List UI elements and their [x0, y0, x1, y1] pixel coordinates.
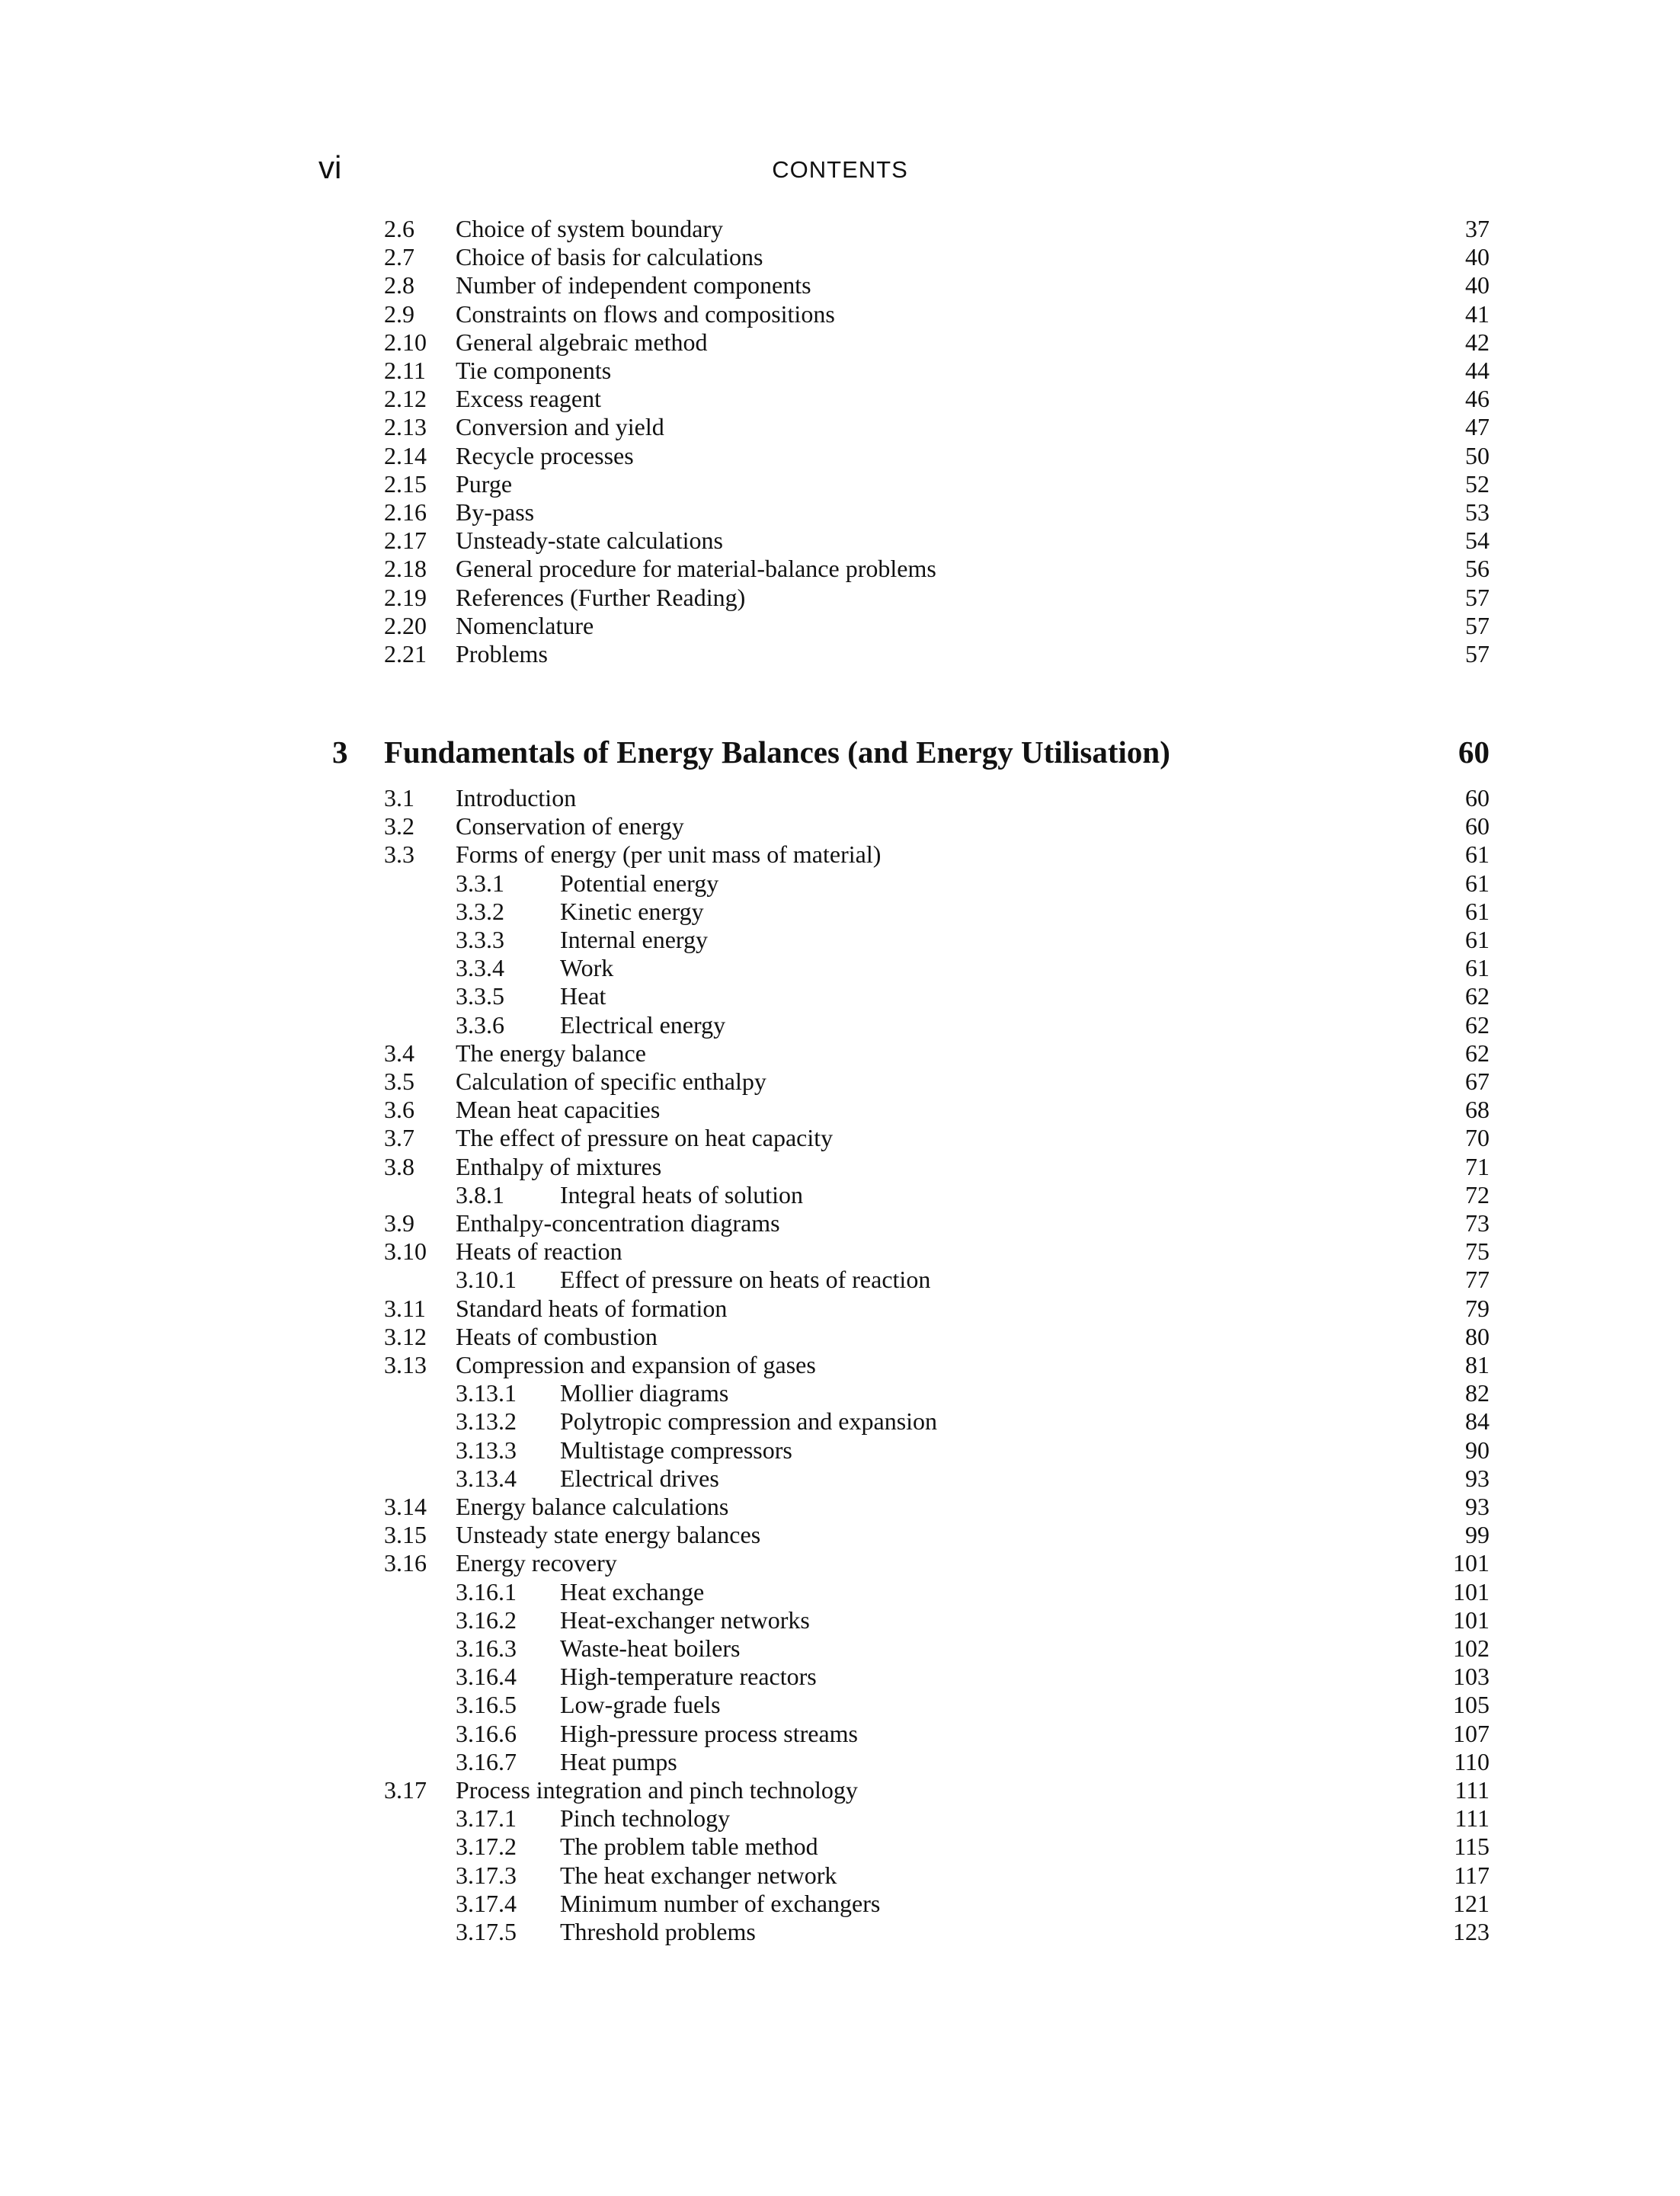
- toc-section-entry[interactable]: [0, 1039, 1680, 1068]
- toc-section-entry[interactable]: [0, 584, 1680, 612]
- toc-section-entry[interactable]: [0, 271, 1680, 299]
- toc-subsection-entry[interactable]: [0, 1663, 1680, 1691]
- section-page: 101: [1453, 1549, 1490, 1577]
- section-title: Mean heat capacities: [456, 1096, 661, 1124]
- toc-subsection-entry[interactable]: [0, 1720, 1680, 1748]
- toc-section-entry[interactable]: [0, 357, 1680, 385]
- section-page: 79: [1465, 1294, 1490, 1322]
- toc-section-entry[interactable]: [0, 840, 1680, 869]
- section-number: 3.16: [384, 1549, 427, 1577]
- section-number: 3.10.1: [456, 1266, 517, 1294]
- section-page: 57: [1465, 611, 1490, 639]
- section-number: 3.1: [384, 784, 414, 811]
- section-title: Kinetic energy: [560, 897, 704, 925]
- toc-section-entry[interactable]: [0, 470, 1680, 498]
- section-number: 3.3.1: [456, 869, 504, 897]
- toc-subsection-entry[interactable]: [0, 1379, 1680, 1407]
- section-title: Choice of system boundary: [456, 215, 724, 242]
- section-number: 3.17.2: [456, 1833, 517, 1861]
- toc-section-entry[interactable]: [0, 1323, 1680, 1351]
- section-page: 107: [1453, 1719, 1490, 1747]
- section-page: 47: [1465, 413, 1490, 441]
- section-page: 103: [1453, 1663, 1490, 1691]
- chapter-number: 3: [332, 735, 348, 770]
- section-number: 3.17.1: [456, 1804, 517, 1833]
- section-title: Internal energy: [560, 926, 708, 953]
- section-title: Energy balance calculations: [456, 1493, 729, 1520]
- section-title: Standard heats of formation: [456, 1294, 728, 1322]
- section-page: 111: [1454, 1804, 1490, 1833]
- toc-subsection-entry[interactable]: [0, 1833, 1680, 1861]
- section-page: 61: [1465, 869, 1490, 897]
- section-number: 2.15: [384, 469, 427, 498]
- section-number: 3.16.7: [456, 1747, 517, 1775]
- section-number: 3.3.2: [456, 897, 504, 925]
- toc-section-entry[interactable]: [0, 812, 1680, 840]
- section-title: Calculation of specific enthalpy: [456, 1068, 766, 1095]
- section-title: Electrical energy: [560, 1010, 726, 1039]
- section-page: 40: [1465, 243, 1490, 271]
- section-number: 3.13.3: [456, 1436, 517, 1464]
- toc-section-entry[interactable]: [0, 640, 1680, 668]
- toc-subsection-entry[interactable]: [0, 1691, 1680, 1719]
- section-title: High-temperature reactors: [560, 1663, 817, 1691]
- toc-section-entry[interactable]: [0, 612, 1680, 640]
- section-page: 70: [1465, 1124, 1490, 1152]
- section-page: 57: [1465, 583, 1490, 611]
- toc-subsection-entry[interactable]: [0, 1890, 1680, 1918]
- section-title: Multistage compressors: [560, 1436, 792, 1464]
- section-page: 73: [1465, 1209, 1490, 1237]
- section-title: Compression and expansion of gases: [456, 1351, 816, 1378]
- section-page: 68: [1465, 1096, 1490, 1124]
- section-page: 53: [1465, 498, 1490, 526]
- section-number: 2.17: [384, 527, 427, 555]
- toc-subsection-entry[interactable]: [0, 926, 1680, 954]
- section-page: 72: [1465, 1180, 1490, 1208]
- toc-subsection-entry[interactable]: [0, 1436, 1680, 1465]
- section-number: 3.17: [384, 1776, 427, 1804]
- section-title: Choice of basis for calculations: [456, 243, 763, 271]
- section-title: By-pass: [456, 498, 535, 526]
- section-title: Conversion and yield: [456, 413, 664, 441]
- section-page: 56: [1465, 555, 1490, 583]
- section-page: 61: [1465, 897, 1490, 925]
- section-page: 105: [1453, 1691, 1490, 1719]
- section-title: Mollier diagrams: [560, 1379, 729, 1407]
- section-page: 60: [1465, 812, 1490, 840]
- section-title: Pinch technology: [560, 1804, 731, 1833]
- toc-subsection-entry[interactable]: [0, 954, 1680, 982]
- section-title: Polytropic compression and expansion: [560, 1407, 938, 1436]
- toc-section-entry[interactable]: [0, 1549, 1680, 1577]
- toc-subsection-entry[interactable]: [0, 1266, 1680, 1294]
- toc-subsection-entry[interactable]: [0, 982, 1680, 1010]
- section-page: 40: [1465, 271, 1490, 299]
- section-page: 71: [1465, 1152, 1490, 1180]
- toc-section-entry[interactable]: [0, 1521, 1680, 1549]
- toc-subsection-entry[interactable]: [0, 1181, 1680, 1209]
- section-title: Unsteady state energy balances: [456, 1521, 761, 1549]
- section-title: The effect of pressure on heat capacity: [456, 1124, 834, 1152]
- section-number: 3.16.6: [456, 1719, 517, 1747]
- section-page: 54: [1465, 527, 1490, 555]
- section-title: Heats of combustion: [456, 1322, 658, 1350]
- section-title: The heat exchanger network: [560, 1861, 837, 1889]
- toc-section-entry[interactable]: [0, 1124, 1680, 1152]
- section-title: References (Further Reading): [456, 583, 746, 611]
- section-page: 57: [1465, 640, 1490, 667]
- section-number: 2.20: [384, 611, 427, 639]
- page-number: vi: [318, 149, 342, 185]
- section-title: Low-grade fuels: [560, 1691, 721, 1719]
- section-title: Electrical drives: [560, 1464, 719, 1492]
- section-page: 62: [1465, 1010, 1490, 1039]
- section-number: 2.6: [384, 215, 414, 242]
- section-number: 2.18: [384, 555, 427, 583]
- section-page: 52: [1465, 469, 1490, 498]
- section-number: 3.16.2: [456, 1605, 517, 1634]
- section-page: 75: [1465, 1237, 1490, 1266]
- section-title: Nomenclature: [456, 611, 594, 639]
- section-number: 3.16.1: [456, 1577, 517, 1605]
- section-number: 3.3.5: [456, 982, 504, 1010]
- section-page: 61: [1465, 840, 1490, 869]
- section-number: 3.4: [384, 1039, 414, 1067]
- toc-section-entry[interactable]: [0, 555, 1680, 583]
- section-page: 117: [1454, 1861, 1490, 1889]
- section-number: 3.17.5: [456, 1918, 517, 1945]
- section-number: 3.8.1: [456, 1180, 504, 1208]
- toc-section-entry[interactable]: [0, 1237, 1680, 1266]
- section-number: 3.17.3: [456, 1861, 517, 1889]
- section-title: Constraints on flows and compositions: [456, 299, 835, 328]
- section-number: 3.13.1: [456, 1379, 517, 1407]
- section-title: Effect of pressure on heats of reaction: [560, 1266, 931, 1294]
- section-title: The energy balance: [456, 1039, 646, 1067]
- toc-section-entry[interactable]: [0, 1295, 1680, 1323]
- section-title: Heats of reaction: [456, 1237, 622, 1266]
- section-title: Number of independent components: [456, 271, 811, 299]
- section-page: 102: [1453, 1634, 1490, 1662]
- section-title: Purge: [456, 469, 513, 498]
- section-page: 62: [1465, 982, 1490, 1010]
- toc-subsection-entry[interactable]: [0, 869, 1680, 898]
- section-title: General algebraic method: [456, 328, 708, 356]
- section-number: 2.8: [384, 271, 414, 299]
- section-title: Heat-exchanger networks: [560, 1605, 810, 1634]
- section-number: 3.10: [384, 1237, 427, 1266]
- section-number: 3.15: [384, 1521, 427, 1549]
- section-title: Enthalpy of mixtures: [456, 1152, 662, 1180]
- section-page: 90: [1465, 1436, 1490, 1464]
- section-number: 3.17.4: [456, 1889, 517, 1917]
- section-page: 121: [1453, 1889, 1490, 1917]
- section-number: 2.21: [384, 640, 427, 667]
- section-title: Introduction: [456, 784, 577, 811]
- section-title: Enthalpy-concentration diagrams: [456, 1209, 780, 1237]
- section-page: 84: [1465, 1407, 1490, 1436]
- section-page: 67: [1465, 1068, 1490, 1095]
- section-number: 3.13.4: [456, 1464, 517, 1492]
- toc-subsection-entry[interactable]: [0, 1634, 1680, 1663]
- section-number: 2.11: [384, 357, 426, 384]
- section-title: Heat pumps: [560, 1747, 677, 1775]
- section-title: Integral heats of solution: [560, 1180, 804, 1208]
- chapter-page: 60: [1458, 735, 1490, 770]
- section-number: 3.16.5: [456, 1691, 517, 1719]
- toc-subsection-entry[interactable]: [0, 1918, 1680, 1946]
- section-title: Heat exchange: [560, 1577, 705, 1605]
- toc-subsection-entry[interactable]: [0, 1606, 1680, 1634]
- toc-section-entry[interactable]: [0, 784, 1680, 812]
- section-page: 44: [1465, 357, 1490, 384]
- section-page: 46: [1465, 385, 1490, 413]
- section-number: 2.14: [384, 441, 427, 469]
- toc-subsection-entry[interactable]: [0, 1861, 1680, 1890]
- section-number: 3.3.6: [456, 1010, 504, 1039]
- section-number: 3.3: [384, 840, 414, 869]
- section-number: 2.9: [384, 299, 414, 328]
- toc-section-entry[interactable]: [0, 300, 1680, 328]
- section-title: Minimum number of exchangers: [560, 1889, 881, 1917]
- section-title: Conservation of energy: [456, 812, 684, 840]
- section-page: 50: [1465, 441, 1490, 469]
- chapter-heading[interactable]: [0, 733, 1680, 771]
- section-page: 93: [1465, 1464, 1490, 1492]
- section-number: 3.11: [384, 1294, 426, 1322]
- section-number: 3.5: [384, 1068, 414, 1095]
- section-page: 61: [1465, 954, 1490, 982]
- section-page: 77: [1465, 1266, 1490, 1294]
- section-page: 41: [1465, 299, 1490, 328]
- section-page: 115: [1454, 1833, 1490, 1861]
- section-number: 3.16.3: [456, 1634, 517, 1662]
- toc-subsection-entry[interactable]: [0, 1011, 1680, 1039]
- toc-section-entry[interactable]: [0, 385, 1680, 413]
- section-page: 81: [1465, 1351, 1490, 1378]
- section-number: 3.6: [384, 1096, 414, 1124]
- toc-section-entry[interactable]: [0, 328, 1680, 357]
- section-title: Energy recovery: [456, 1549, 617, 1577]
- section-page: 80: [1465, 1322, 1490, 1350]
- toc-subsection-entry[interactable]: [0, 1407, 1680, 1436]
- section-page: 110: [1454, 1747, 1490, 1775]
- section-page: 61: [1465, 926, 1490, 953]
- toc-subsection-entry[interactable]: [0, 1578, 1680, 1606]
- section-title: General procedure for material-balance problems: [456, 555, 936, 583]
- section-page: 101: [1453, 1605, 1490, 1634]
- section-number: 3.2: [384, 812, 414, 840]
- section-number: 2.13: [384, 413, 427, 441]
- toc-subsection-entry[interactable]: [0, 1748, 1680, 1776]
- section-number: 3.13.2: [456, 1407, 517, 1436]
- section-title: Forms of energy (per unit mass of material): [456, 840, 882, 869]
- section-title: Problems: [456, 640, 548, 667]
- chapter-title: Fundamentals of Energy Balances (and Energy Utilisation): [384, 735, 1170, 770]
- section-title: Recycle processes: [456, 441, 634, 469]
- section-number: 2.12: [384, 385, 427, 413]
- section-number: 2.10: [384, 328, 427, 356]
- section-title: Potential energy: [560, 869, 719, 897]
- toc-section-entry[interactable]: [0, 1153, 1680, 1181]
- toc-section-entry[interactable]: [0, 243, 1680, 271]
- section-number: 3.14: [384, 1493, 427, 1520]
- section-page: 93: [1465, 1493, 1490, 1520]
- section-title: Work: [560, 954, 614, 982]
- section-title: Threshold problems: [560, 1918, 756, 1945]
- section-page: 123: [1453, 1918, 1490, 1945]
- section-number: 3.12: [384, 1322, 427, 1350]
- section-title: Unsteady-state calculations: [456, 527, 723, 555]
- section-number: 2.19: [384, 583, 427, 611]
- section-number: 2.16: [384, 498, 427, 526]
- section-number: 3.9: [384, 1209, 414, 1237]
- section-title: High-pressure process streams: [560, 1719, 858, 1747]
- section-page: 60: [1465, 784, 1490, 811]
- toc-section-entry[interactable]: [0, 527, 1680, 555]
- section-number: 3.3.3: [456, 926, 504, 953]
- section-number: 2.7: [384, 243, 414, 271]
- toc-section-entry[interactable]: [0, 215, 1680, 243]
- toc-section-entry[interactable]: [0, 1776, 1680, 1804]
- section-page: 82: [1465, 1379, 1490, 1407]
- section-title: Process integration and pinch technology: [456, 1776, 858, 1804]
- section-page: 37: [1465, 215, 1490, 242]
- section-number: 3.8: [384, 1152, 414, 1180]
- section-page: 99: [1465, 1521, 1490, 1549]
- section-number: 3.16.4: [456, 1663, 517, 1691]
- section-page: 62: [1465, 1039, 1490, 1067]
- section-title: Heat: [560, 982, 606, 1010]
- toc-section-entry[interactable]: [0, 1351, 1680, 1379]
- section-page: 111: [1454, 1776, 1490, 1804]
- toc-section-entry[interactable]: [0, 413, 1680, 441]
- toc-section-entry[interactable]: [0, 1096, 1680, 1124]
- section-page: 101: [1453, 1577, 1490, 1605]
- toc-section-entry[interactable]: [0, 1068, 1680, 1096]
- section-number: 3.7: [384, 1124, 414, 1152]
- section-number: 3.3.4: [456, 954, 504, 982]
- toc-section-entry[interactable]: [0, 1493, 1680, 1521]
- section-title: Excess reagent: [456, 385, 602, 413]
- toc-section-entry[interactable]: [0, 498, 1680, 527]
- toc-subsection-entry[interactable]: [0, 1465, 1680, 1493]
- section-page: 42: [1465, 328, 1490, 356]
- toc-section-entry[interactable]: [0, 442, 1680, 470]
- toc-subsection-entry[interactable]: [0, 898, 1680, 926]
- section-title: The problem table method: [560, 1833, 818, 1861]
- section-number: 3.13: [384, 1351, 427, 1378]
- toc-section-entry[interactable]: [0, 1209, 1680, 1237]
- toc-subsection-entry[interactable]: [0, 1804, 1680, 1833]
- section-title: Waste-heat boilers: [560, 1634, 741, 1662]
- section-title: Tie components: [456, 357, 612, 384]
- running-title: CONTENTS: [772, 156, 908, 183]
